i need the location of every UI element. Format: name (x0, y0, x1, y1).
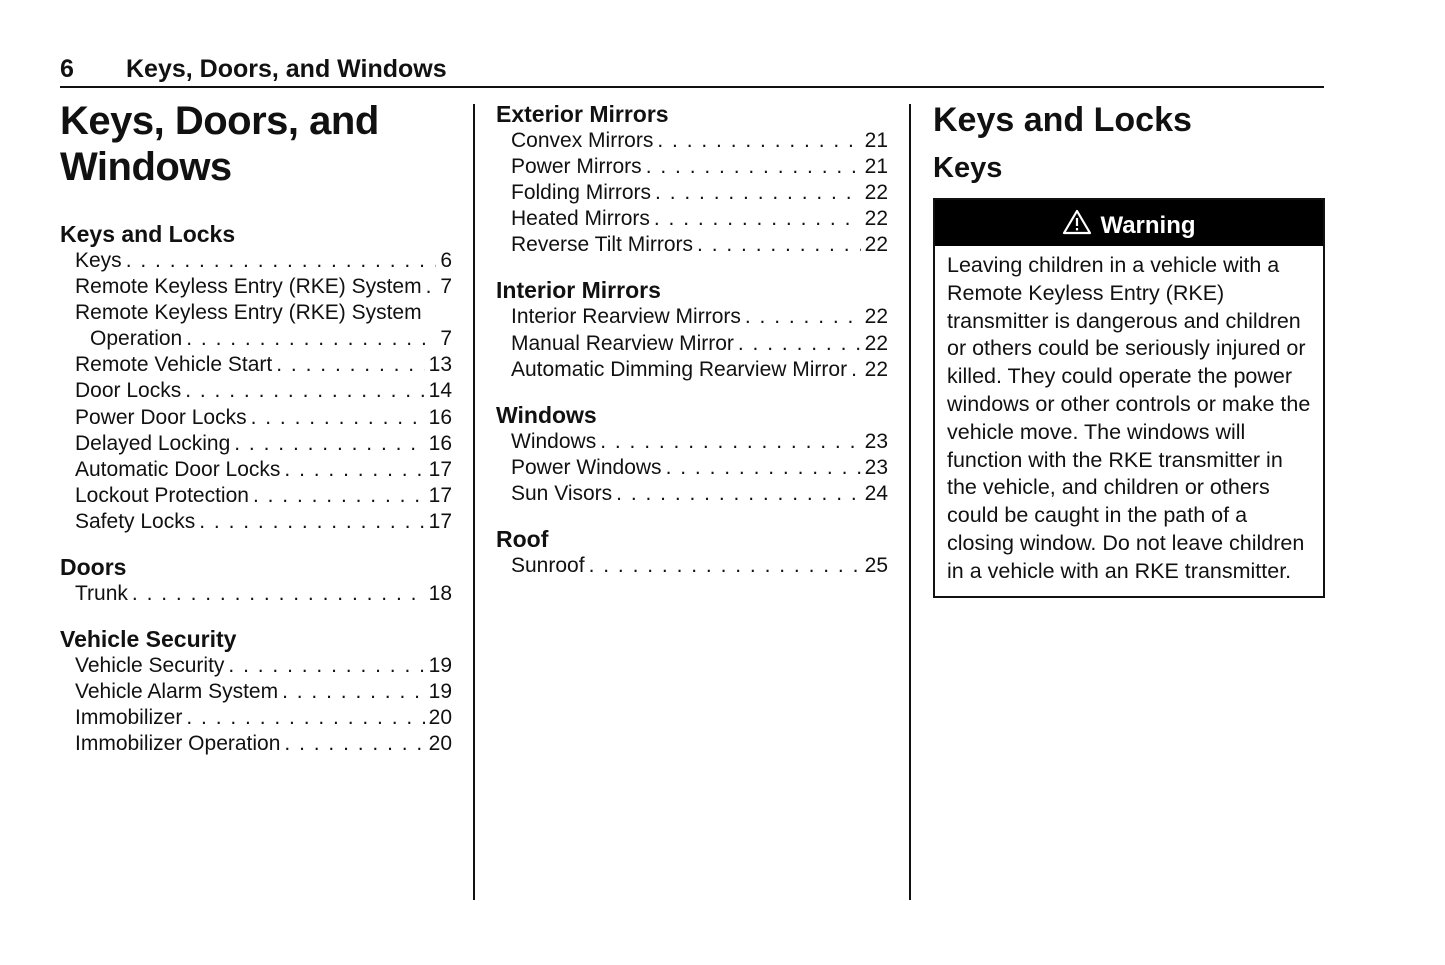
toc-entry[interactable]: Manual Rearview Mirror . . . 22 (496, 331, 888, 357)
toc-list (60, 581, 452, 607)
toc-entry[interactable]: Remote Keyless Entry (RKE) System . . . 7 (60, 274, 452, 300)
toc-entry[interactable]: Automatic Dimming Rearview Mirror . . . 22 (496, 357, 888, 383)
page-header (60, 52, 1324, 88)
warning-text: Leaving children in a vehicle with a Remote Keyless Entry (RKE) transmitter is dangerous and children or others could be seriously injured or killed. They could operate the power windows or other controls or make the vehicle move. The windows will function with the RKE transmitter in the vehicle, and children or others could be caught in the path of a closing window. Do not leave children in a vehicle with an RKE transmitter. (947, 253, 1311, 583)
toc-entry[interactable]: Keys . . . 6 (60, 248, 452, 274)
toc-entry[interactable]: Power Windows . . . 23 (496, 455, 888, 481)
toc-list (60, 248, 452, 535)
toc-entry[interactable]: Safety Locks . . . 17 (60, 509, 452, 535)
warning-box (933, 198, 1325, 598)
toc-list (496, 429, 888, 507)
warning-title: Warning (1100, 212, 1196, 239)
subsection-title: Keys (933, 152, 1003, 184)
column-divider (909, 104, 911, 900)
chapter-title: Keys, Doors, and Windows (126, 55, 447, 83)
warning-triangle-icon (1062, 209, 1092, 235)
toc-entry[interactable]: Lockout Protection . . . 17 (60, 483, 452, 509)
toc-entry[interactable]: Folding Mirrors . . . 22 (496, 180, 888, 206)
toc-entry[interactable]: Immobilizer Operation . . . 20 (60, 731, 452, 757)
toc-list (496, 304, 888, 382)
toc-entry[interactable]: Reverse Tilt Mirrors . . . 22 (496, 232, 888, 258)
toc-section-heading: Doors (60, 554, 127, 581)
toc-entry[interactable]: Power Door Locks . . . 16 (60, 405, 452, 431)
toc-section-heading: Keys and Locks (60, 221, 236, 247)
toc-column-1 (60, 96, 452, 776)
column-divider (473, 104, 475, 900)
warning-header (935, 200, 1323, 246)
toc-entry[interactable]: Heated Mirrors . . . 22 (496, 206, 888, 232)
toc-list (496, 128, 888, 258)
toc-entry[interactable]: Vehicle Security . . . 19 (60, 653, 452, 679)
toc-section-heading: Roof (496, 526, 549, 553)
chapter-heading: Keys, Doors, and Windows (60, 99, 379, 189)
toc-entry[interactable]: Windows . . . 23 (496, 429, 888, 455)
toc-entry[interactable]: Remote Vehicle Start . . . 13 (60, 352, 452, 378)
toc-section-heading: Exterior Mirrors (496, 101, 669, 127)
toc-entry[interactable]: Trunk . . . 18 (60, 581, 452, 607)
content-column (933, 98, 1325, 598)
toc-entry[interactable]: Sunroof . . . 25 (496, 553, 888, 579)
toc-entry[interactable]: Door Locks . . . 14 (60, 378, 452, 404)
toc-entry[interactable]: Vehicle Alarm System . . . 19 (60, 679, 452, 705)
toc-entry[interactable]: Interior Rearview Mirrors . . . 22 (496, 304, 888, 330)
toc-section-heading: Windows (496, 401, 597, 428)
toc-entry[interactable]: Convex Mirrors . . . 21 (496, 128, 888, 154)
toc-entry[interactable]: Remote Keyless Entry (RKE) System Operation . . . 7 (60, 300, 452, 352)
toc-column-2 (496, 100, 888, 597)
toc-section-heading: Interior Mirrors (496, 277, 661, 304)
toc-entry[interactable]: Sun Visors . . . 24 (496, 481, 888, 507)
toc-entry[interactable]: Power Mirrors . . . 21 (496, 154, 888, 180)
toc-section-heading: Vehicle Security (60, 626, 237, 653)
page-number: 6 (60, 55, 74, 83)
toc-entry[interactable]: Delayed Locking . . . 16 (60, 431, 452, 457)
toc-entry[interactable]: Immobilizer . . . 20 (60, 705, 452, 731)
toc-list (496, 553, 888, 579)
section-title: Keys and Locks (933, 101, 1192, 139)
toc-list (60, 653, 452, 757)
toc-entry[interactable]: Automatic Door Locks . . . 17 (60, 457, 452, 483)
